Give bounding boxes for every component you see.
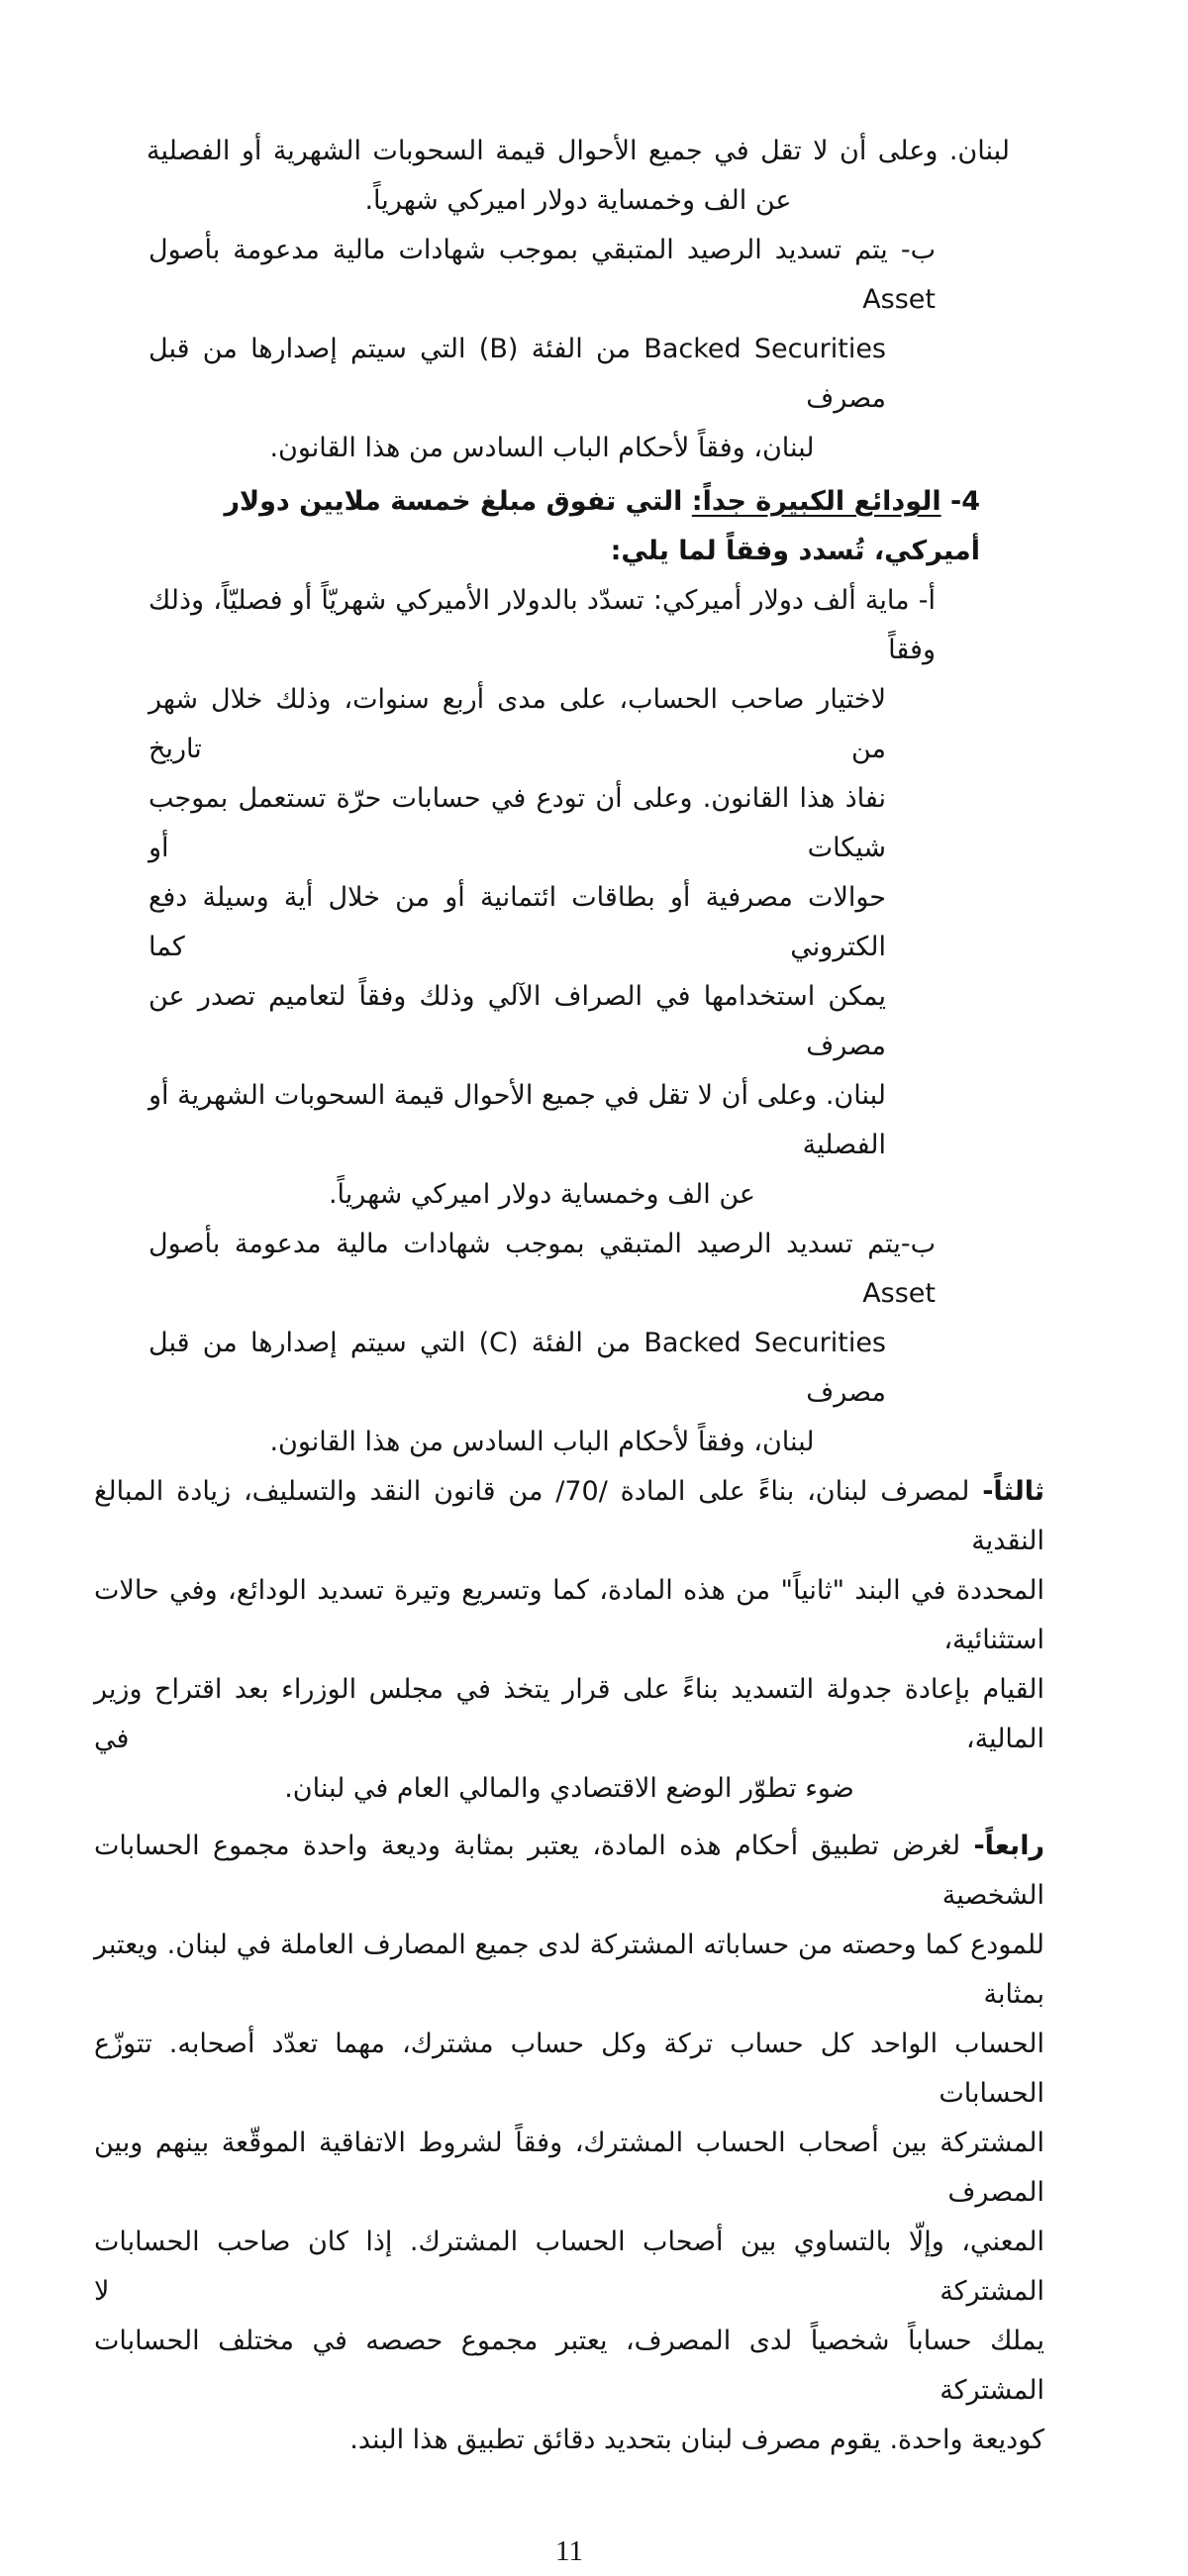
text-line: أ- ماية ألف دولار أميركي: تسدّد بالدولار الأميركي شهريّاً أو فصليّاً، وذلك وفقاً (148, 585, 936, 665)
text-line (148, 477, 980, 576)
text-line: ب- يتم تسديد الرصيد المتبقي بموجب شهادات مالية مدعومة بأصول Asset (148, 235, 936, 315)
item-4-number: 4- (940, 486, 980, 517)
paragraph-continuation (147, 127, 1010, 226)
text-line: ضوء تطوّر الوضع الاقتصادي والمالي العام في لبنان. (284, 1773, 854, 1804)
text-line: حوالات مصرفية أو بطاقات ائتمانية أو من خلال أية وسيلة دفع الكتروني كما (148, 882, 886, 962)
clause-third-marker: ثالثاً- (982, 1476, 1044, 1507)
text-line: لبنان، وفقاً لأحكام الباب السادس من هذا القانون. (269, 1427, 815, 1457)
sub-item-b-class-c (148, 1220, 936, 1467)
text-line (94, 1822, 1044, 1921)
text-line: عن الف وخمساية دولار اميركي شهرياً. (364, 185, 792, 216)
text-line: المشتركة بين أصحاب الحساب المشترك، وفقاً لشروط الاتفاقية الموقّعة بينهم وبين المصرف (94, 2128, 1044, 2208)
clause-fourth-text: لغرض تطبيق أحكام هذه المادة، يعتبر بمثابة وديعة واحدة مجموع الحسابات الشخصية (94, 1831, 1044, 1911)
text-line: Backed Securities من الفئة (B) التي سيتم إصدارها من قبل مصرف (148, 334, 886, 414)
text-line: لبنان. وعلى أن لا تقل في جميع الأحوال قيمة السحوبات الشهرية أو الفصلية (148, 1080, 886, 1160)
page-number: 11 (555, 2535, 583, 2567)
item-4-title: الودائع الكبيرة جداً: (691, 486, 941, 517)
text-line: للمودع كما وحصته من حساباته المشتركة لدى جميع المصارف العاملة في لبنان. ويعتبر بمثابة (94, 1930, 1044, 2010)
sub-item-b-class-b (148, 226, 936, 473)
clause-fourth-marker: رابعاً- (973, 1831, 1044, 1861)
text-line: ب-يتم تسديد الرصيد المتبقي بموجب شهادات مالية مدعومة بأصول Asset (148, 1229, 936, 1309)
text-line: المعني، وإلّا بالتساوي بين أصحاب الحساب المشترك. إذا كان صاحب الحسابات المشتركة لا (94, 2227, 1044, 2307)
text-line: كوديعة واحدة. يقوم مصرف لبنان بتحديد دقائق تطبيق هذا البند. (349, 2425, 1044, 2455)
item-4-rest: التي تفوق مبلغ خمسة ملايين دولار أميركي، تُسدد وفقاً لما يلي: (224, 486, 980, 566)
clause-fourth (94, 1822, 1044, 2465)
text-line: يملك حساباً شخصياً لدى المصرف، يعتبر مجموع حصصه في مختلف الحسابات المشتركة (94, 2326, 1044, 2406)
text-line: المحددة في البند "ثانياً" من هذه المادة، كما وتسريع وتيرة تسديد الودائع، وفي حالات استثنائية، (94, 1575, 1044, 1655)
text-line: Backed Securities من الفئة (C) التي سيتم إصدارها من قبل مصرف (148, 1328, 887, 1408)
text-line: لاختيار صاحب الحساب، على مدى أربع سنوات، وذلك خلال شهر من تاريخ (148, 684, 886, 764)
item-4-heading (148, 477, 980, 576)
text-line: لبنان، وفقاً لأحكام الباب السادس من هذا القانون. (269, 433, 815, 463)
text-line: القيام بإعادة جدولة التسديد بناءً على قرار يتخذ في مجلس الوزراء بعد اقتراح وزير المالية، في (94, 1674, 1044, 1754)
text-line: يمكن استخدامها في الصراف الآلي وذلك وفقاً لتعاميم تصدر عن مصرف (148, 981, 886, 1061)
text-line: الحساب الواحد كل حساب تركة وكل حساب مشترك، مهما تعدّد أصحابه. تتوزّع الحسابات (94, 2029, 1044, 2109)
text-line: لبنان. وعلى أن لا تقل في جميع الأحوال قيمة السحوبات الشهرية أو الفصلية (147, 136, 1010, 166)
text-line: عن الف وخمساية دولار اميركي شهرياً. (328, 1179, 756, 1210)
clause-third (94, 1467, 1044, 1814)
text-line: نفاذ هذا القانون. وعلى أن تودع في حسابات حرّة تستعمل بموجب شيكات أو (148, 783, 886, 863)
sub-item-a-hundred-thousand (148, 576, 936, 1220)
clause-third-text: لمصرف لبنان، بناءً على المادة /70/ من قانون النقد والتسليف، زيادة المبالغ النقدية (94, 1476, 1044, 1556)
text-line (94, 1467, 1044, 1566)
